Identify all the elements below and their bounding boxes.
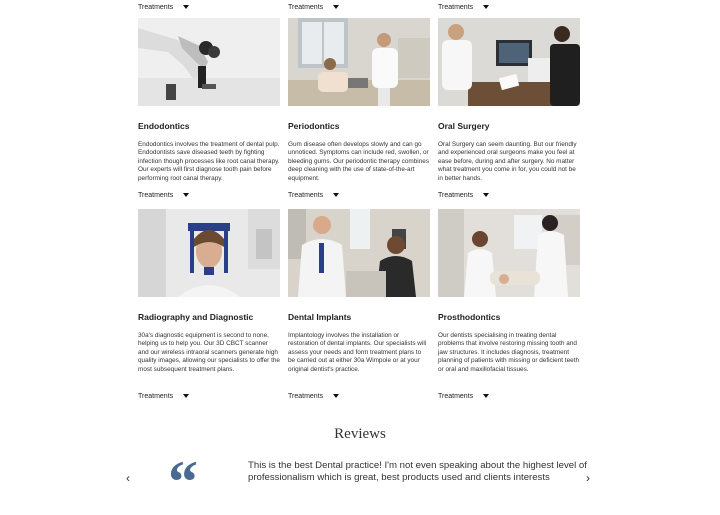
caret-down-icon [333, 5, 339, 9]
card-title: Dental Implants [288, 312, 352, 322]
card-title: Radiography and Diagnostic [138, 312, 254, 322]
reviews-heading: Reviews [334, 426, 386, 442]
card-description: Oral Surgery can seem daunting. But our friendly and experienced oral surgeons make you feel at ease before, during and after surgery. No matter what treatment you come in for, you could not be in better hands. [438, 141, 577, 182]
treatments-label: Treatments [138, 191, 174, 199]
treatments-label: Treatments [288, 191, 324, 199]
review-text: This is the best Dental practice! I'm not even speaking about the highest level of professionalism which is great, best products used and clients interests [248, 460, 587, 483]
oral-surgery-photo[interactable] [438, 18, 580, 106]
periodontics-photo[interactable] [288, 18, 430, 106]
card-description: 30a's diagnostic equipment is second to none, helping us to help you. Our 3D CBCT scanner and our wireless intraoral scanners generate high quality images, allowing our specialists to offer the most subsequent treatment plans. [138, 332, 280, 373]
caret-down-icon [333, 193, 339, 197]
card-description: Our dentists specialising in treating dental problems that involve restoring missing tooth and jaw structures. It includes diagnosis, treatment planning of patients with missing or deficient teeth or oral and maxillofacial tissues. [438, 332, 580, 373]
card-description: Endodontics involves the treatment of dental pulp. Endodontists save diseased teeth by fighting infection though processes like root canal therapy. Our experts will first diagnose tooth pain before performing root canal therapy. [138, 141, 280, 182]
next-review-arrow-icon[interactable]: › [586, 471, 590, 485]
treatments-toggle[interactable] [288, 188, 430, 202]
caret-down-icon [183, 5, 189, 9]
caret-down-icon [183, 394, 189, 398]
treatment-card-prosthodontics [438, 209, 580, 403]
top-toggle-col-1 [138, 0, 280, 14]
caret-down-icon [183, 193, 189, 197]
quote-icon: “ [168, 449, 198, 515]
previous-review-arrow-icon[interactable]: ‹ [126, 471, 130, 485]
card-title: Periodontics [288, 121, 340, 131]
top-toggle-col-2 [288, 0, 430, 14]
treatment-card-radiography [138, 209, 280, 403]
treatments-toggle[interactable] [288, 0, 430, 14]
treatments-toggle[interactable] [288, 389, 430, 403]
treatments-toggle[interactable] [438, 0, 580, 14]
treatment-card-periodontics [288, 18, 430, 202]
caret-down-icon [333, 394, 339, 398]
card-title: Endodontics [138, 121, 190, 131]
treatment-card-oral-surgery [438, 18, 580, 202]
treatments-label: Treatments [288, 392, 324, 400]
treatments-label: Treatments [438, 191, 474, 199]
treatments-label: Treatments [288, 3, 324, 11]
radiography-photo[interactable] [138, 209, 280, 297]
treatments-toggle[interactable] [438, 389, 580, 403]
caret-down-icon [483, 193, 489, 197]
top-toggle-col-3 [438, 0, 580, 14]
dental-implants-photo[interactable] [288, 209, 430, 297]
treatments-label: Treatments [438, 3, 474, 11]
treatment-card-dental-implants [288, 209, 430, 403]
treatments-toggle[interactable] [138, 389, 280, 403]
card-title: Oral Surgery [438, 121, 490, 131]
card-description: Implantology involves the installation or restoration of dental implants. Our specialists will assess your needs and form treatment plans to be carried out at either 30a Wimpole or at your original dentist's practice. [288, 332, 427, 373]
treatments-label: Treatments [438, 392, 474, 400]
prosthodontics-photo[interactable] [438, 209, 580, 297]
caret-down-icon [483, 394, 489, 398]
caret-down-icon [483, 5, 489, 9]
treatments-toggle[interactable] [438, 188, 580, 202]
treatment-card-endodontics [138, 18, 280, 202]
treatments-label: Treatments [138, 392, 174, 400]
treatments-label: Treatments [138, 3, 174, 11]
card-title: Prosthodontics [438, 312, 501, 322]
treatments-toggle[interactable] [138, 0, 280, 14]
card-description: Gum disease often develops slowly and can go unnoticed. Symptoms can include red, swollen, or bleeding gums. Our periodontic therapy combines deep cleaning with the use of state-of-the-art equipment. [288, 141, 430, 182]
treatments-toggle[interactable] [138, 188, 280, 202]
endodontics-photo[interactable] [138, 18, 280, 106]
